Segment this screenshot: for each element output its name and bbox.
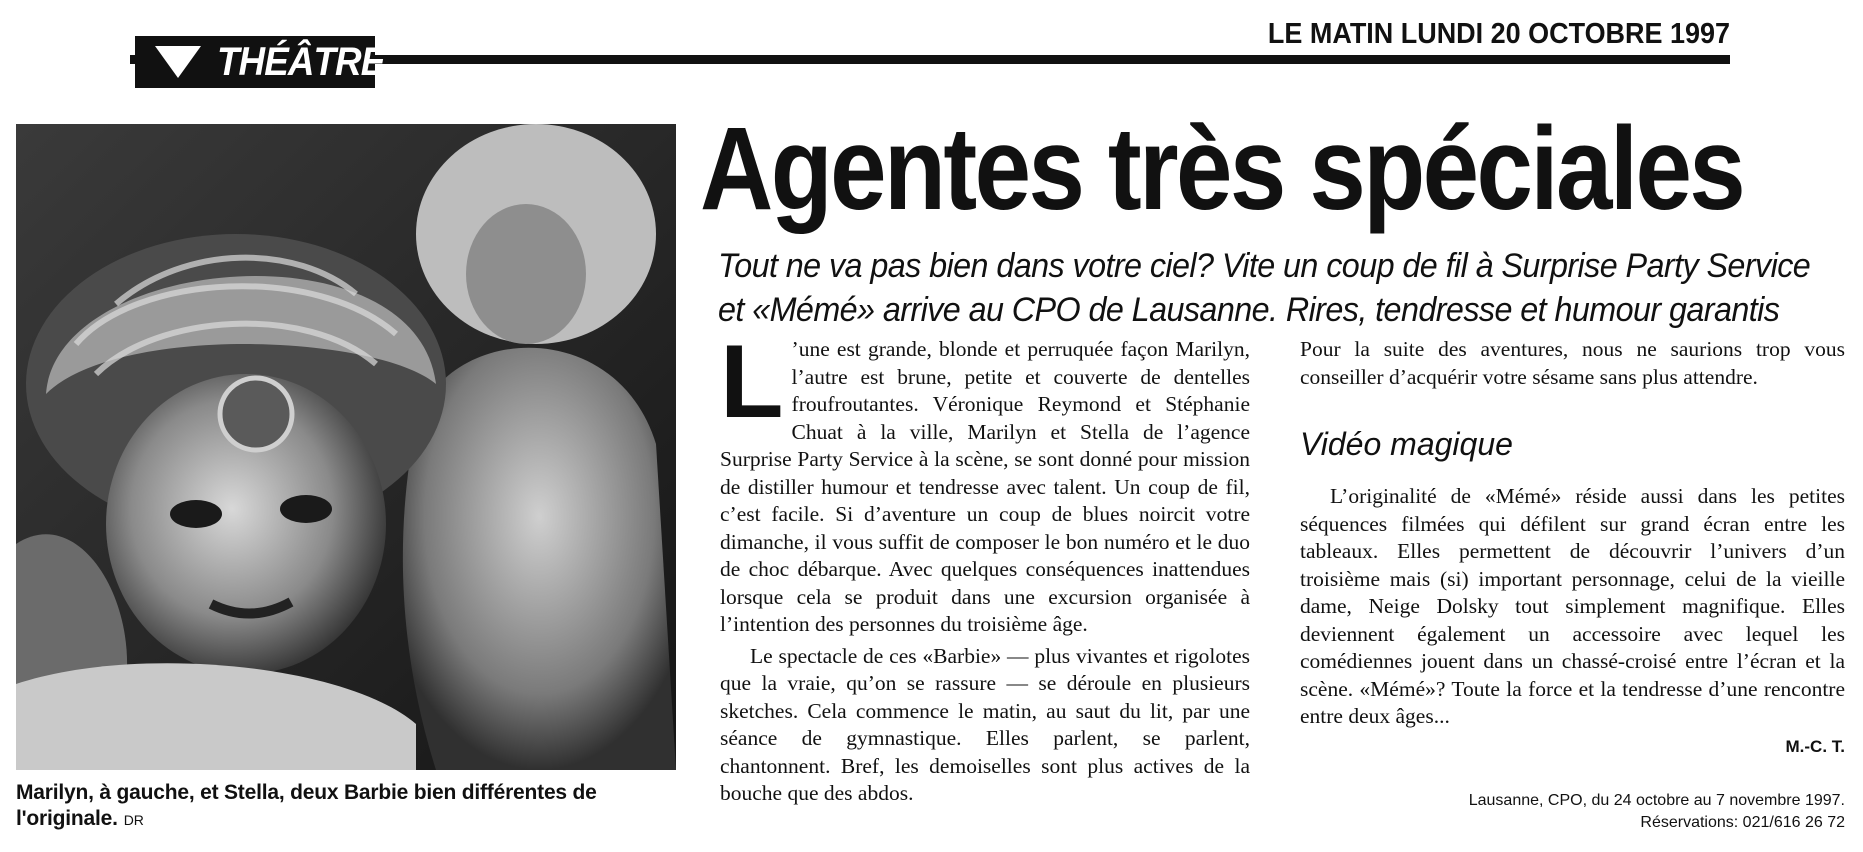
rubric-label: THÉÂTRE xyxy=(217,39,385,84)
deck-line: et «Mémé» arrive au CPO de Lausanne. Rires, tendresse et humour garantis xyxy=(718,291,1780,329)
paragraph-text: ’une est grande, blonde et perruquée façon Marilyn, l’autre est brune, petite et couverte de dentelles froufroutantes. Véronique Reymond et Stéphanie Chuat à la ville, Marilyn et Stella de l’agence Surprise Party Service à la scène, se sont donné pour mission de distiller humour et tendresse avec talent. Un coup de fil, c’est facile. Si d’aventure un coup de blues noircit votre dimanche, il vous suffit de composer le bon numéro et le duo de choc débarque. Avec quelques conséquences inattendues lorsque cela se produit dans une excursion organisée à l’intention des personnes du troisième âge. xyxy=(720,337,1250,636)
article-subhead: Vidéo magique xyxy=(1300,426,1513,462)
article-column-left xyxy=(720,324,1250,808)
article-column-right xyxy=(1300,336,1845,760)
practical-info-line: Lausanne, CPO, du 24 octobre au 7 novembre 1997. xyxy=(1468,792,1845,809)
deck-line: Tout ne va pas bien dans votre ciel? Vite un coup de fil à Surprise Party Service xyxy=(718,247,1811,285)
publication-date: LE MATIN LUNDI 20 OCTOBRE 1997 xyxy=(1219,18,1731,51)
article-paragraph: L’originalité de «Mémé» réside aussi dans les petites séquences filmées qui défilent sur grand écran entre les tableaux. Elles permettent de découvrir l’univers d’un troisième mais (si) important personnage, celui de la vieille dame, Neige Dolsky tout simplement magnifique. Elles deviennent également un accessoire avec lequel les comédiennes jouent dans un chassé-croisé entre l’écran et la scène. «Mémé»? Toute la force et la tendresse d’une rencontre entre deux âges... xyxy=(1300,484,1845,728)
article-paragraph: Pour la suite des aventures, nous ne saurions trop vous conseiller d’acquérir votre sésame sans plus attendre. xyxy=(1300,337,1845,389)
article-headline: Agentes très spéciales xyxy=(700,103,1744,235)
photo-credit: DR xyxy=(123,812,144,828)
article-deck xyxy=(718,244,1848,332)
drop-cap: L xyxy=(720,324,784,440)
author-signature: M.-C. T. xyxy=(1785,736,1845,756)
practical-info-line: Réservations: 021/616 26 72 xyxy=(1640,814,1845,831)
photo-illustration xyxy=(16,124,676,770)
caption-text: Marilyn, à gauche, et Stella, deux Barbie bien différentes de l'originale. xyxy=(16,781,597,830)
triangle-down-icon xyxy=(155,46,201,78)
practical-info xyxy=(1285,790,1845,834)
rubric-banner xyxy=(135,36,385,88)
article-paragraph xyxy=(720,324,1250,639)
article-photo xyxy=(16,124,676,770)
article-paragraph: Le spectacle de ces «Barbie» — plus vivantes et rigolotes que la vraie, qu’on se rassure — se déroule en plusieurs sketches. Cela commence le matin, au saut du lit, par une séance de gymnastique. Elles parlent, se parlent, chantonnent. Bref, les demoiselles sont plus actives de la bouche que des abdos. xyxy=(720,643,1250,805)
photo-caption xyxy=(16,780,656,833)
